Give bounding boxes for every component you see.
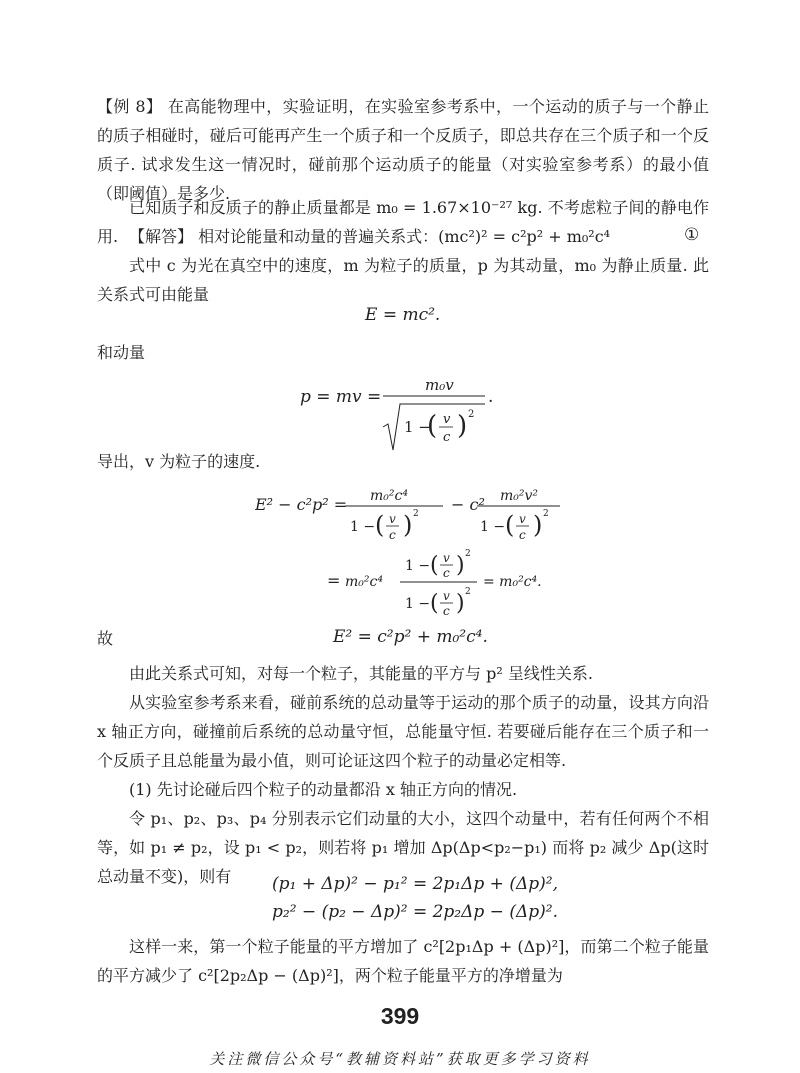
v-symbol: v xyxy=(519,512,526,526)
paren-open: ( xyxy=(427,411,438,441)
example-problem: 【例 8】 在高能物理中，实验证明，在实验室参考系中，一个运动的质子与一个静止的质子相碰时，碰后可能再产生一个质子和一个反质子，即总共存在三个质子和一个反质子. 试求发生这一情况时，碰前那个运动质子的能量（对实验室参考系）的最小值（即阈值）是多少. xyxy=(97,97,709,203)
conservation-argument: 从实验室参考系来看，碰前系统的总动量等于运动的那个质子的动量，设其方向沿 x 轴正方向，碰撞前后系统的总动量守恒，总能量守恒. 若要碰后能存在三个质子和一个反质子且总能量为最小值，则可论证这四个粒子的动量必定相等. xyxy=(97,693,709,770)
paren-close: ) xyxy=(403,511,413,539)
paren-open: ( xyxy=(430,591,439,616)
exponent: 2 xyxy=(543,509,549,519)
linear-relation-note: 由此关系式可知，对每一个粒子，其能量的平方与 p² 呈线性关系. xyxy=(129,664,593,683)
momentum-lhs: p = mv = xyxy=(300,387,382,407)
paren-open: ( xyxy=(375,511,385,539)
frac1-numerator: m₀²c⁴ xyxy=(370,488,408,504)
v-symbol: v xyxy=(443,551,450,565)
exponent: 2 xyxy=(413,509,419,519)
exponent: 2 xyxy=(465,587,471,597)
m0c4-term: m₀²c⁴ xyxy=(345,574,383,590)
solution-intro: 【解答】 相对论能量和动量的普遍关系式：(mc²)² = c²p² + m₀²c⁴ xyxy=(129,227,611,246)
c-symbol: c xyxy=(519,528,526,542)
one-minus: 1 − xyxy=(480,519,506,535)
paren-open: ( xyxy=(505,511,515,539)
variation-equation-a: (p₁ + Δp)² − p₁² = 2p₁Δp + (Δp)², xyxy=(272,874,558,894)
symbol-explanation: 式中 c 为光在真空中的速度，m 为粒子的质量，p 为其动量，m₀ 为静止质量. 此关系式可由能量 xyxy=(97,256,709,304)
one-minus: 1 − xyxy=(405,558,431,574)
energy-change-text: 这样一来，第一个粒子能量的平方增加了 c²[2p₁Δp + (Δp)²]，而第二个粒子能量的平方减少了 c²[2p₂Δp − (Δp)²]，两个粒子能量平方的净增量为 xyxy=(97,937,709,985)
exponent: 2 xyxy=(468,409,475,420)
c-symbol: c xyxy=(443,566,450,580)
result-term: = m₀²c⁴. xyxy=(483,574,542,590)
energy-equation: E = mc². xyxy=(365,305,441,325)
derivation-equation xyxy=(255,478,565,628)
frac2-numerator: m₀²v² xyxy=(500,488,539,504)
v-symbol: v xyxy=(389,512,396,526)
final-relation: E² = c²p² + m₀²c⁴. xyxy=(333,627,488,647)
equals-sign: = xyxy=(327,571,341,590)
v-symbol: v xyxy=(443,589,450,603)
velocity-note: 导出，v 为粒子的速度. xyxy=(97,452,261,471)
momentum-intro: 和动量 xyxy=(97,343,146,362)
page-number: 399 xyxy=(380,1003,420,1029)
c-symbol: c xyxy=(389,528,396,542)
exponent: 2 xyxy=(465,549,471,559)
momentum-variation: 令 p₁、p₂、p₃、p₄ 分别表示它们动量的大小，这四个动量中，若有任何两个不相等，如 p₁ ≠ p₂，设 p₁ < p₂，则若将 p₁ 增加 Δp(Δp<p₂−p₁) 而将 p₂ 减少 Δp(这时总动量不变)，则有 xyxy=(97,809,709,886)
momentum-numerator: m₀v xyxy=(425,376,454,394)
one-minus: 1 − xyxy=(405,596,431,612)
paren-close: ) xyxy=(456,591,465,616)
v-symbol: v xyxy=(443,412,451,427)
variation-equation-b: p₂² − (p₂ − Δp)² = 2p₂Δp − (Δp)². xyxy=(272,902,558,922)
paren-close: ) xyxy=(533,511,543,539)
given-data: 已知质子和反质子的静止质量都是 m₀ = 1.67×10⁻²⁷ kg. 不考虑粒子间的静电作用. xyxy=(97,198,709,246)
derivation-lhs: E² − c²p² = xyxy=(255,495,348,514)
one-minus: 1 − xyxy=(404,418,431,436)
c-symbol: c xyxy=(443,430,451,445)
therefore-label: 故 xyxy=(97,629,114,648)
paren-close: ) xyxy=(457,411,468,441)
period: . xyxy=(488,387,494,407)
paren-open: ( xyxy=(430,553,439,578)
footer-watermark: 关注微信公众号“教辅资料站”获取更多学习资料 xyxy=(209,1050,591,1068)
c-symbol: c xyxy=(443,604,450,618)
case-one-heading: (1) 先讨论碰后四个粒子的动量都沿 x 轴正方向的情况. xyxy=(129,780,518,799)
paren-close: ) xyxy=(456,553,465,578)
equation-number: ① xyxy=(684,225,700,245)
minus-c2: − c² xyxy=(451,495,485,514)
one-minus: 1 − xyxy=(350,519,376,535)
